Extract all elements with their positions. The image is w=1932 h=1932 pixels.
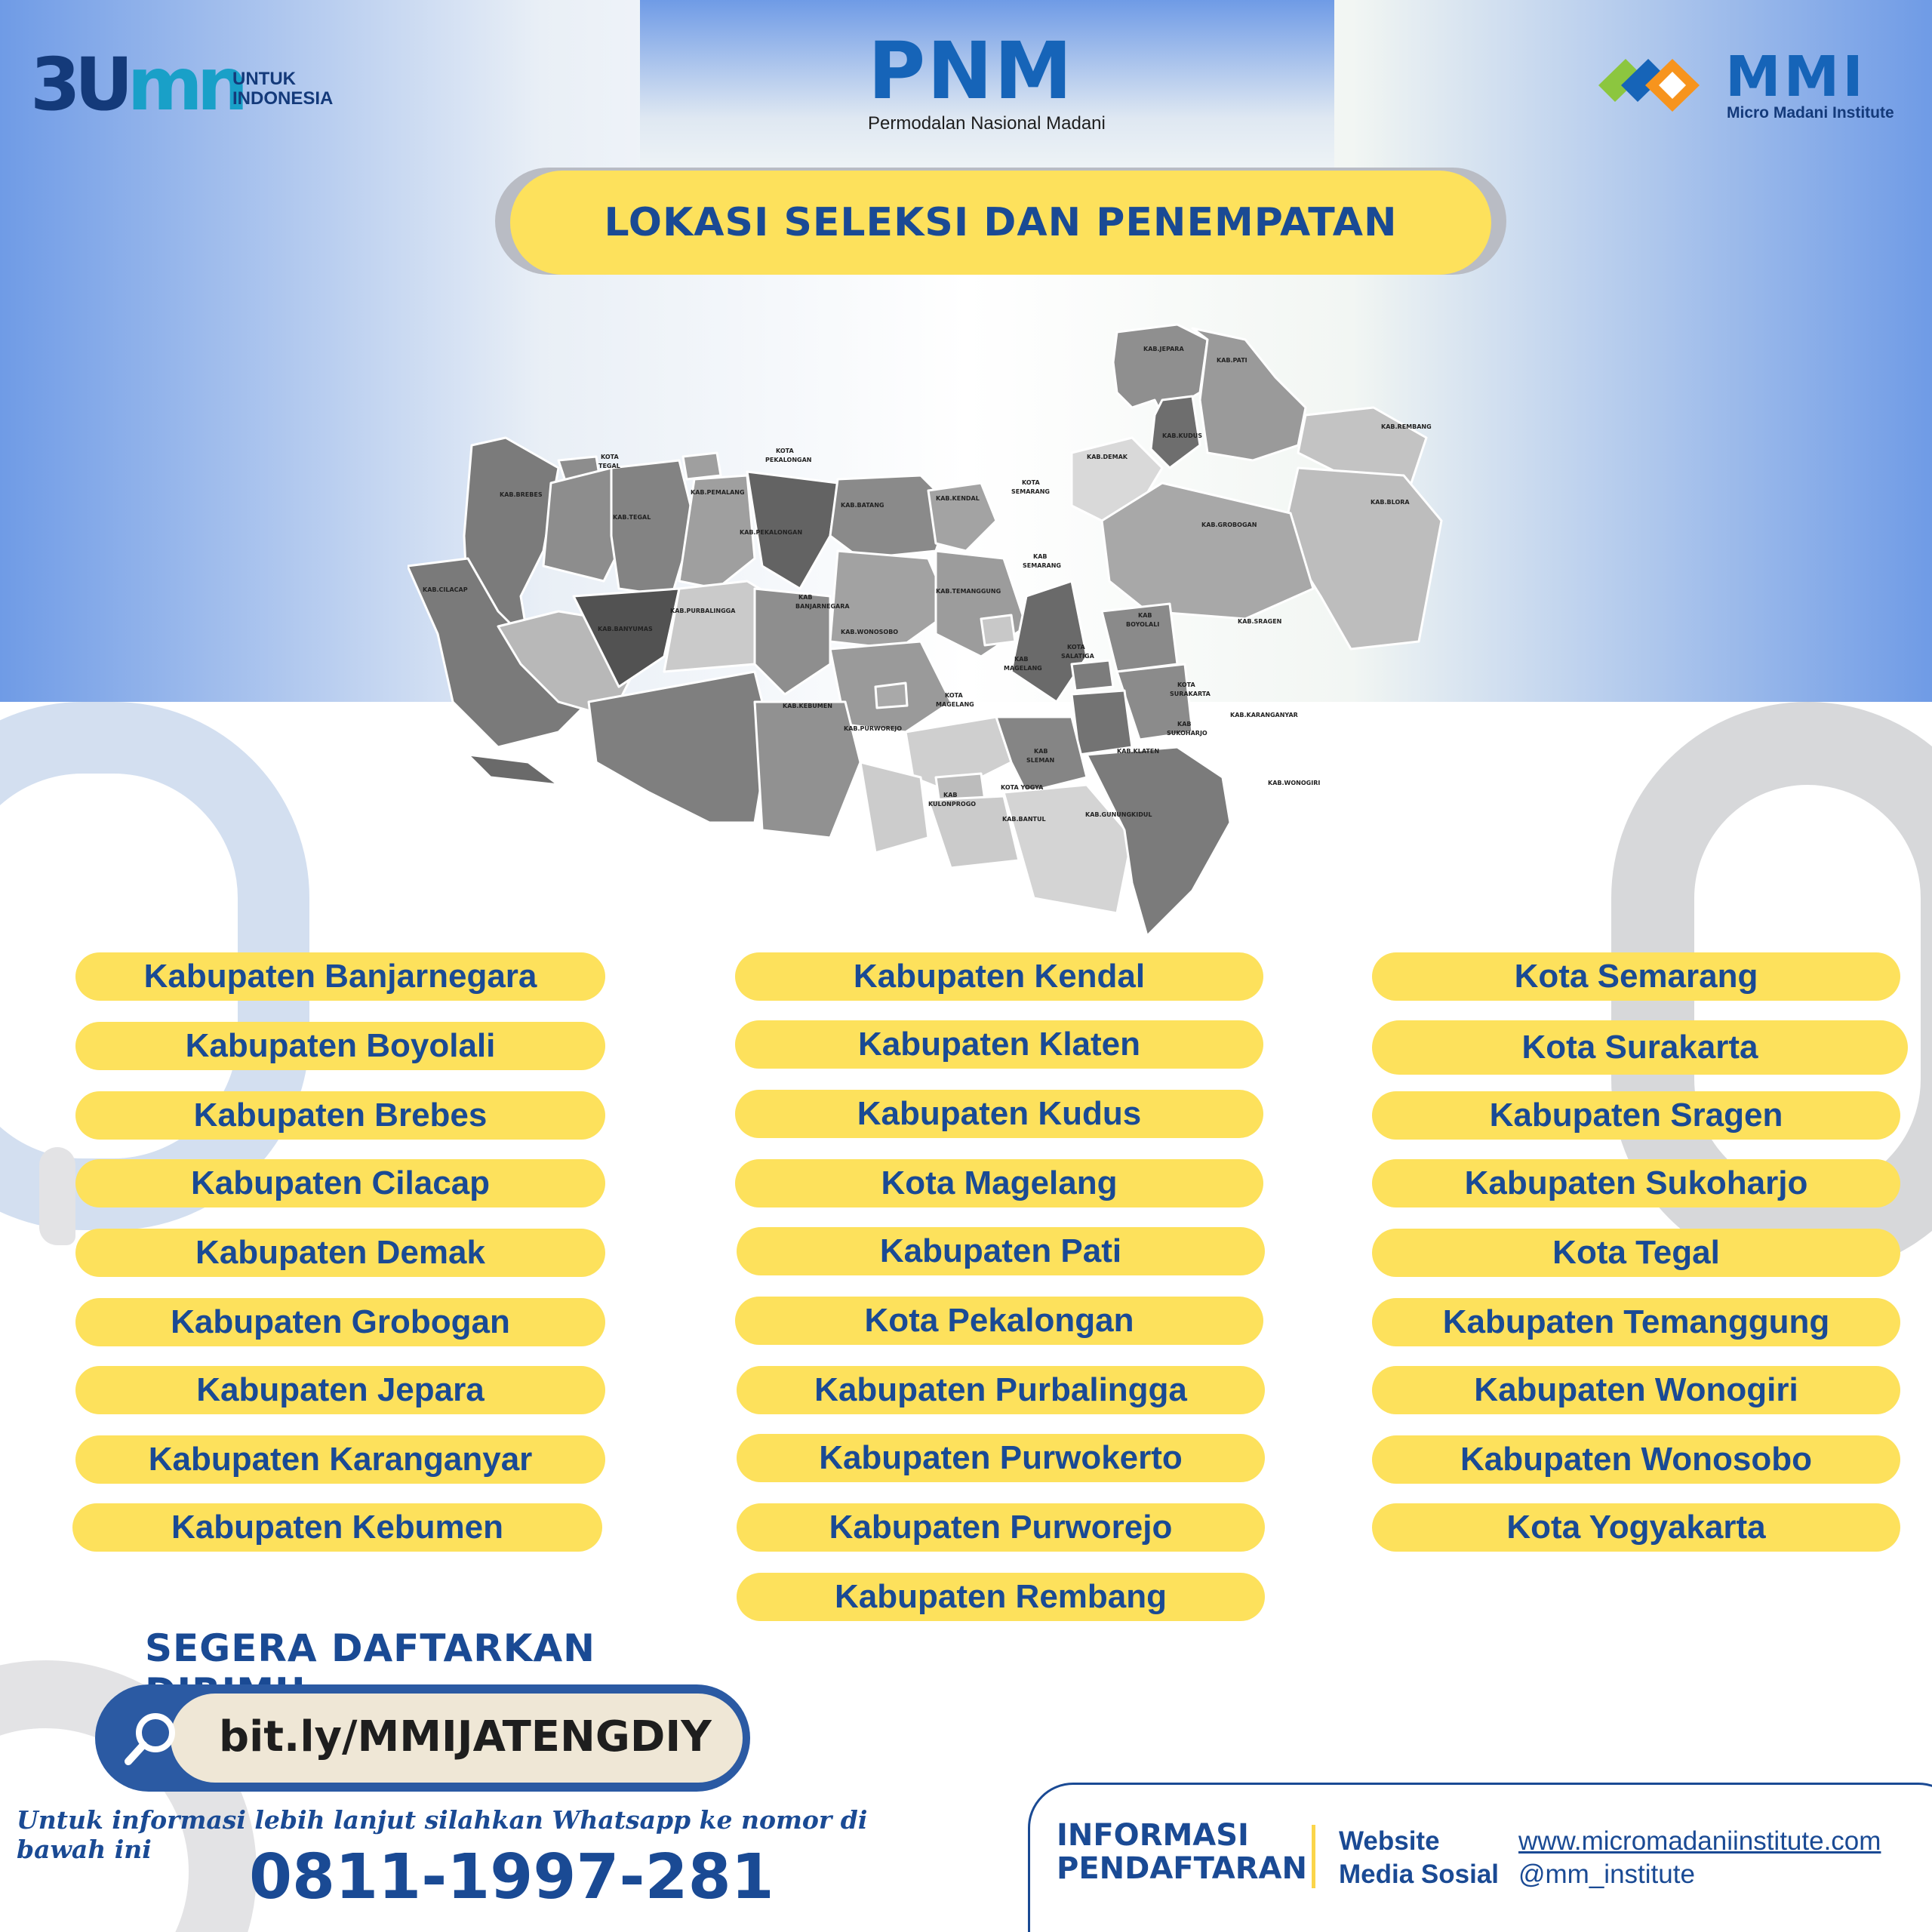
map-label-semarang-1: KAB <box>1033 553 1048 560</box>
location-pill: Kabupaten Kendal <box>735 952 1263 1001</box>
map-label-bantul: KAB.BANTUL <box>1002 816 1046 823</box>
location-pill: Kabupaten Purworejo <box>737 1503 1265 1552</box>
map-label-kota-yogya: KOTA YOGYA <box>1001 784 1044 791</box>
location-pill: Kabupaten Klaten <box>735 1020 1263 1069</box>
location-pill: Kota Surakarta <box>1372 1020 1908 1075</box>
map-label-pekalongan: KAB.PEKALONGAN <box>740 529 803 536</box>
map-label-sukoharjo-2: SUKOHARJO <box>1167 730 1208 737</box>
map-label-brebes: KAB.BREBES <box>500 491 543 498</box>
region-grobogan <box>1102 483 1313 619</box>
region-klaten <box>996 717 1087 792</box>
pnm-subtitle: Permodalan Nasional Madani <box>868 113 1106 134</box>
map-label-salatiga-2: SALATIGA <box>1061 653 1094 660</box>
title-banner <box>510 171 1491 275</box>
decorative-quote-mark <box>39 1147 75 1245</box>
map-label-tegal: KAB.TEGAL <box>613 514 651 521</box>
location-pill: Kabupaten Karanganyar <box>75 1435 605 1484</box>
location-pill: Kabupaten Sukoharjo <box>1372 1159 1900 1208</box>
map-label-wonogiri: KAB.WONOGIRI <box>1268 780 1321 786</box>
map-label-kota-magelang-2: MAGELANG <box>936 701 974 708</box>
map-label-sleman-1: KAB <box>1034 748 1048 755</box>
registration-link[interactable]: bit.ly/MMIJATENGDIY <box>219 1712 712 1761</box>
map-label-jepara: KAB.JEPARA <box>1143 346 1184 352</box>
diamond-logo-icon <box>1598 51 1712 119</box>
location-pill: Kabupaten Grobogan <box>75 1298 605 1346</box>
map-label-pati: KAB.PATI <box>1217 357 1247 364</box>
mmi-wordmark: MMI <box>1725 45 1866 109</box>
map-label-magelang-1: KAB <box>1014 656 1029 663</box>
page-title: LOKASI SELEKSI DAN PENEMPATAN <box>604 200 1398 245</box>
location-pill: Kabupaten Sragen <box>1372 1091 1900 1140</box>
map-label-kendal: KAB.KENDAL <box>936 495 980 502</box>
map-label-surakarta-2: SURAKARTA <box>1170 691 1211 697</box>
location-pill: Kabupaten Rembang <box>737 1573 1265 1621</box>
map-label-temanggung: KAB.TEMANGGUNG <box>936 588 1001 595</box>
map-label-kota-tegal-1: KOTA <box>601 454 619 460</box>
cta-heading: SEGERA DAFTARKAN <box>145 1626 596 1670</box>
map-label-purworejo: KAB.PURWOREJO <box>844 725 903 732</box>
map-label-semarang-2: SEMARANG <box>1023 562 1061 569</box>
location-pill: Kabupaten Purwokerto <box>737 1434 1265 1482</box>
map-label-rembang: KAB.REMBANG <box>1381 423 1432 430</box>
map-label-banjarnegara-2: BANJARNEGARA <box>795 603 850 610</box>
central-java-map <box>408 309 1479 951</box>
region-sukoharjo <box>1072 691 1132 755</box>
map-label-kulonprogo-2: KULONPROGO <box>928 801 977 808</box>
website-link[interactable]: www.micromadaniinstitute.com <box>1518 1826 1881 1856</box>
location-pill: Kabupaten Pati <box>737 1227 1265 1275</box>
pnm-logo <box>868 25 1109 136</box>
map-label-kota-pekalongan-2: PEKALONGAN <box>765 457 812 463</box>
map-label-blora: KAB.BLORA <box>1371 499 1410 506</box>
map-label-magelang-2: MAGELANG <box>1004 665 1042 672</box>
map-label-klaten: KAB.KLATEN <box>1117 748 1160 755</box>
location-pill: Kabupaten Purbalingga <box>737 1366 1265 1414</box>
map-label-gunungkidul: KAB.GUNUNGKIDUL <box>1085 811 1152 818</box>
whatsapp-number[interactable]: 0811-1997-281 <box>249 1841 774 1913</box>
bumn-logo <box>30 42 362 127</box>
map-label-karanganyar: KAB.KARANGANYAR <box>1230 712 1298 718</box>
map-label-wonosobo: KAB.WONOSOBO <box>841 629 899 635</box>
info-card-heading: INFORMASI PENDAFTARAN <box>1057 1818 1307 1886</box>
region-salatiga <box>981 615 1015 645</box>
location-pill: Kota Magelang <box>735 1159 1263 1208</box>
map-label-batang: KAB.BATANG <box>841 502 884 509</box>
region-kota-semarang <box>928 483 996 551</box>
map-label-salatiga-1: KOTA <box>1067 644 1085 651</box>
location-pill: Kota Tegal <box>1372 1229 1900 1277</box>
map-label-boyolali-1: KAB <box>1138 612 1152 619</box>
map-label-kota-semarang-1: KOTA <box>1022 479 1040 486</box>
pnm-wordmark: PNM <box>868 25 1074 117</box>
map-label-sleman-2: SLEMAN <box>1026 757 1055 764</box>
mmi-subtitle: Micro Madani Institute <box>1727 104 1894 122</box>
search-icon <box>112 1703 187 1778</box>
social-media-label: Media Sosial <box>1339 1860 1500 1889</box>
map-label-demak: KAB.DEMAK <box>1087 454 1128 460</box>
info-card-divider <box>1312 1825 1315 1888</box>
location-pill: Kabupaten Wonogiri <box>1372 1366 1900 1414</box>
map-label-banyumas: KAB.BANYUMAS <box>598 626 653 632</box>
map-label-kota-semarang-2: SEMARANG <box>1011 488 1050 495</box>
location-pill: Kabupaten Banjarnegara <box>75 952 605 1001</box>
location-pill: Kabupaten Cilacap <box>75 1159 605 1208</box>
location-pill: Kabupaten Wonosobo <box>1372 1435 1900 1484</box>
location-pill: Kota Pekalongan <box>735 1297 1263 1345</box>
location-pill: Kabupaten Boyolali <box>75 1022 605 1070</box>
map-label-banjarnegara-1: KAB <box>798 594 813 601</box>
map-label-kudus: KAB.KUDUS <box>1162 432 1202 439</box>
map-label-boyolali-2: BOYOLALI <box>1126 621 1160 628</box>
region-surakarta <box>1072 660 1113 691</box>
location-pill: Kota Yogyakarta <box>1372 1503 1900 1552</box>
region-purworejo <box>755 702 860 838</box>
location-pill: Kabupaten Brebes <box>75 1091 605 1140</box>
location-pill: Kabupaten Demak <box>75 1229 605 1277</box>
map-label-purbalingga: KAB.PURBALINGGA <box>670 608 736 614</box>
region-kota-magelang <box>875 683 907 708</box>
location-pill: Kota Semarang <box>1372 952 1900 1001</box>
location-pill: Kabupaten Jepara <box>75 1366 605 1414</box>
region-nusakambangan <box>468 755 558 785</box>
map-label-kota-tegal-2: TEGAL <box>598 463 620 469</box>
region-pati <box>1192 328 1306 460</box>
mmi-logo <box>1598 45 1915 128</box>
map-label-kebumen: KAB.KEBUMEN <box>783 703 832 709</box>
bumn-wordmark: 3Umn <box>30 42 243 127</box>
location-pill: Kabupaten Kudus <box>735 1090 1263 1138</box>
whatsapp-info-text: Untuk informasi lebih lanjut silahkan Whatsapp ke nomor di bawah ini <box>17 1805 868 1864</box>
bumn-tagline: UNTUK INDONESIA <box>232 69 334 109</box>
map-label-cilacap: KAB.CILACAP <box>423 586 468 593</box>
map-label-kota-magelang-1: KOTA <box>945 692 963 699</box>
location-pill: Kabupaten Kebumen <box>72 1503 602 1552</box>
map-label-sragen: KAB.SRAGEN <box>1238 618 1282 625</box>
region-kota-pekalongan <box>683 453 721 479</box>
map-label-kulonprogo-1: KAB <box>943 792 958 798</box>
map-label-kota-pekalongan-1: KOTA <box>776 448 794 454</box>
map-label-grobogan: KAB.GROBOGAN <box>1201 521 1257 528</box>
region-blora <box>1283 468 1441 649</box>
region-kulonprogo <box>860 762 928 853</box>
map-label-sukoharjo-1: KAB <box>1177 721 1192 728</box>
map-label-surakarta-1: KOTA <box>1177 681 1195 688</box>
location-pill: Kabupaten Temanggung <box>1372 1298 1900 1346</box>
social-media-handle[interactable]: @mm_institute <box>1518 1860 1695 1889</box>
map-label-pemalang: KAB.PEMALANG <box>691 489 745 496</box>
website-label: Website <box>1339 1826 1440 1856</box>
